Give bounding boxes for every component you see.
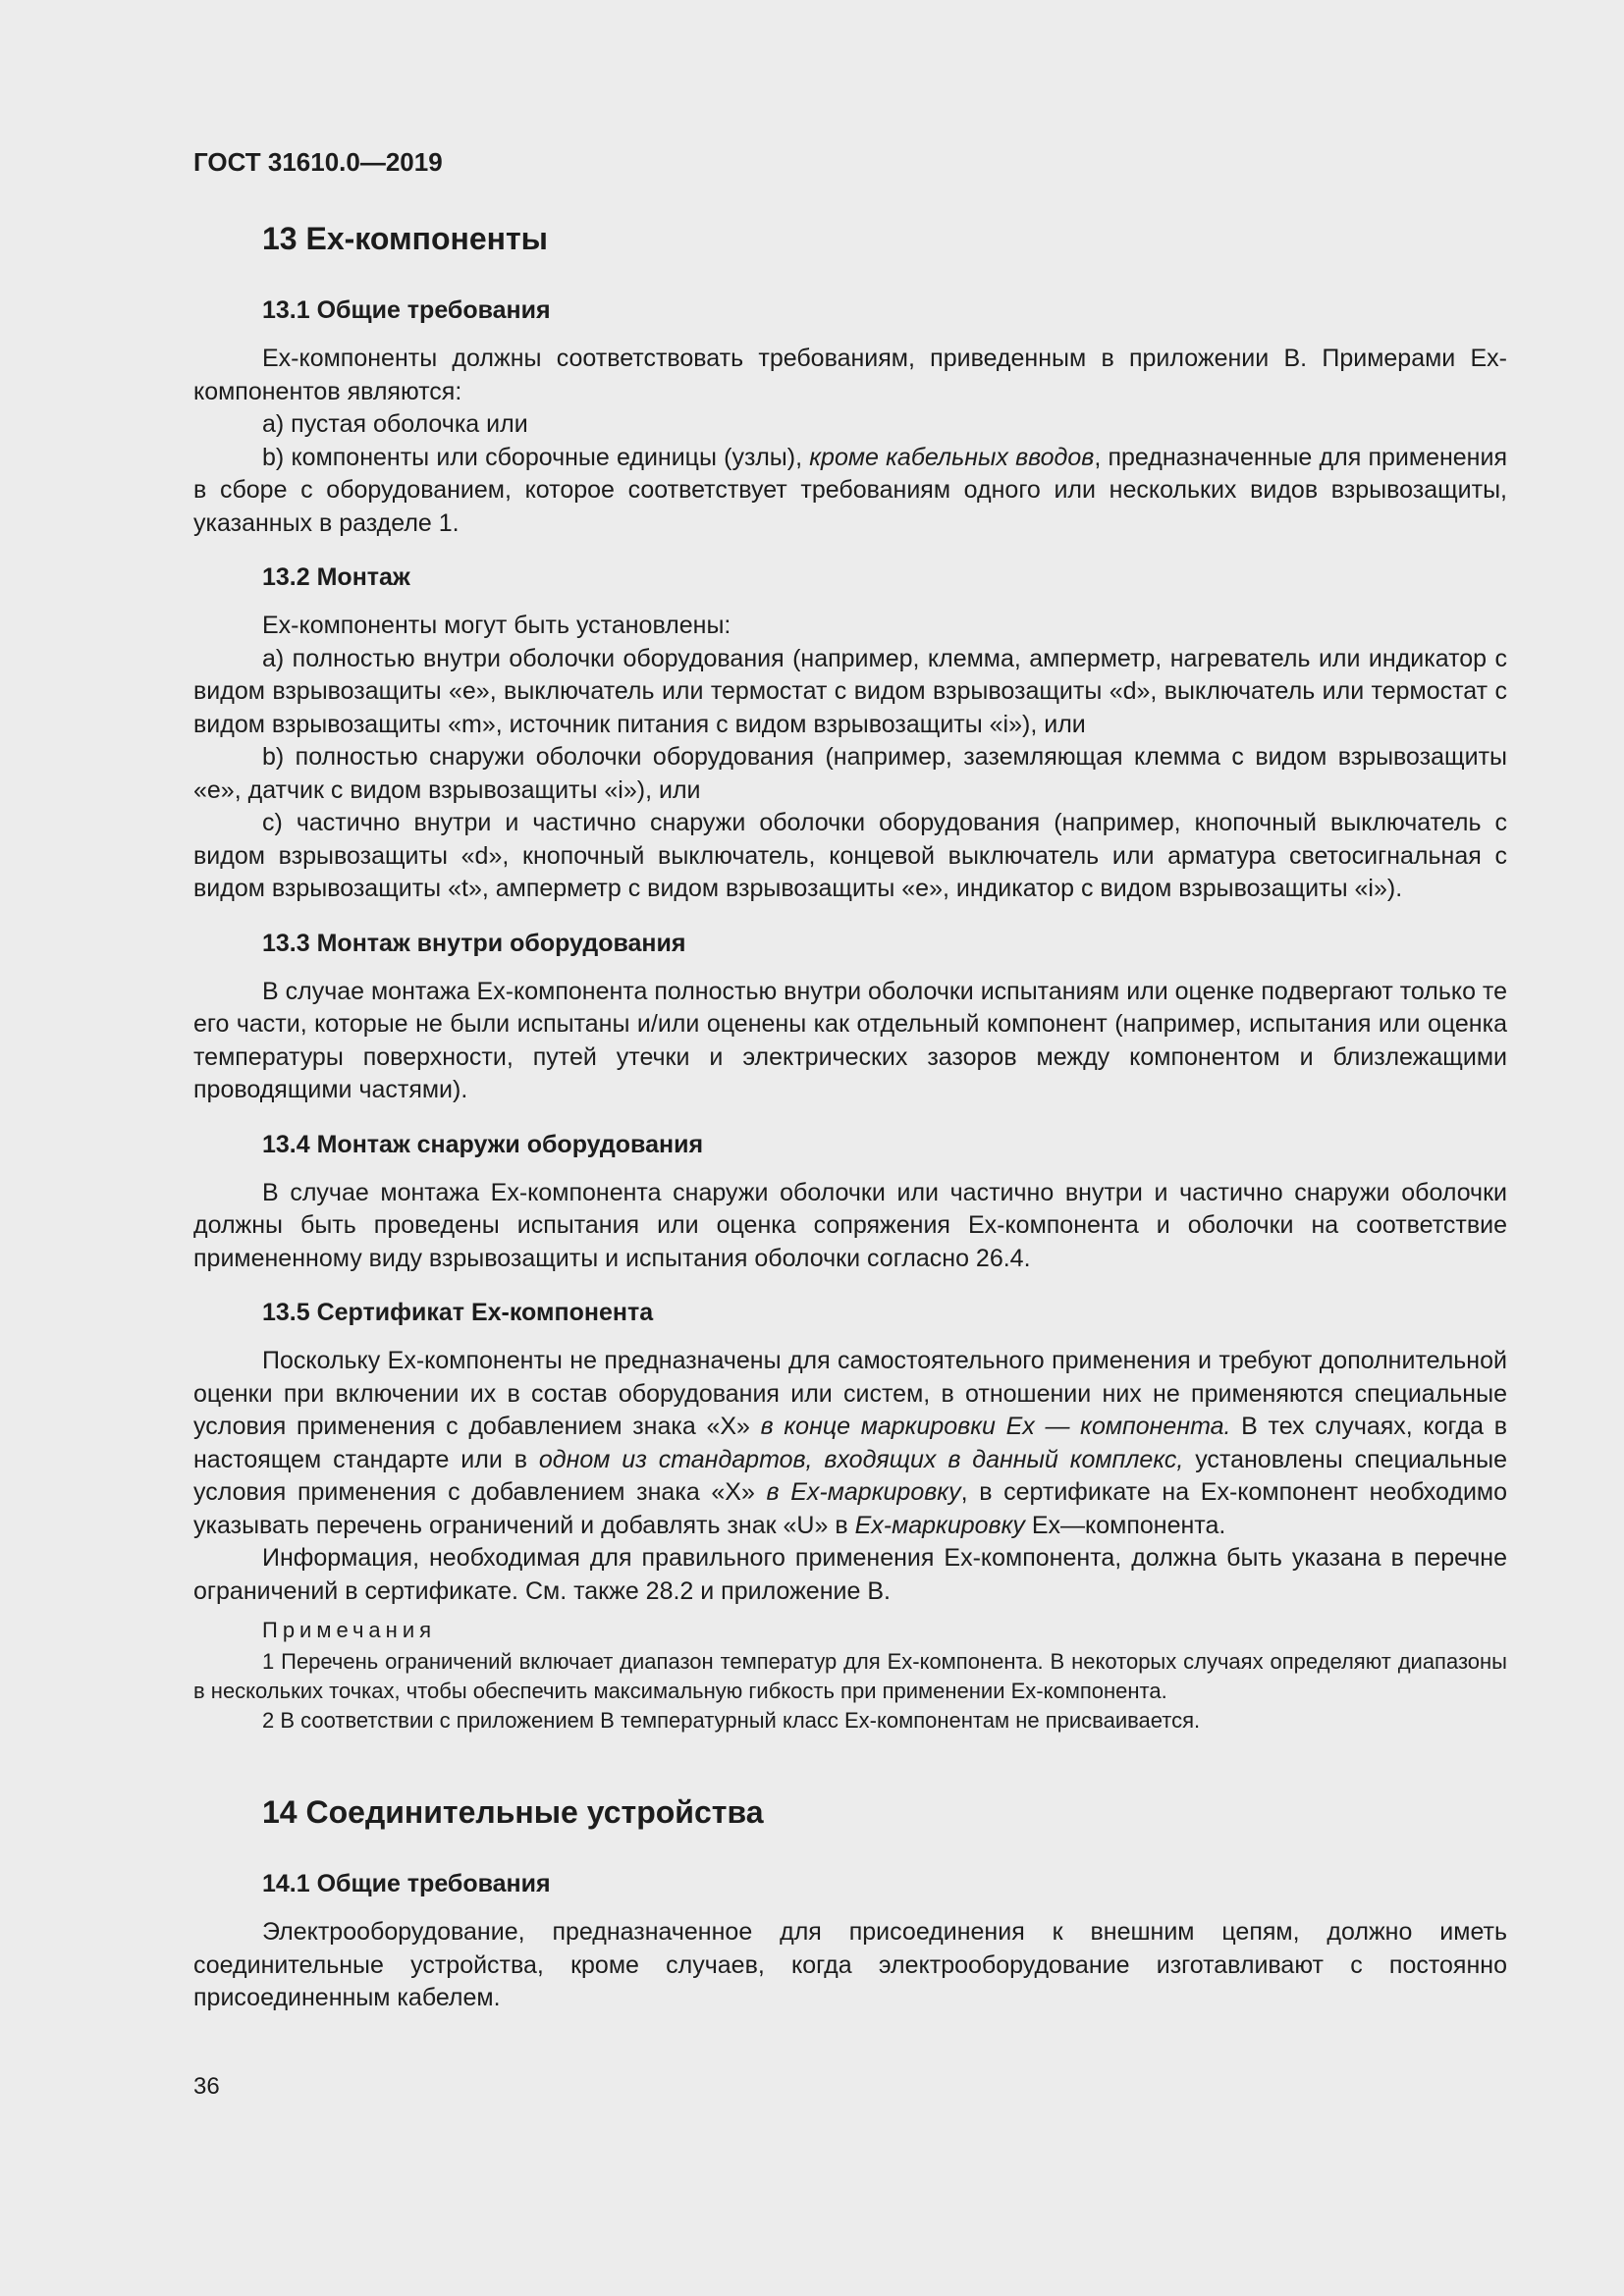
section-14-1-title: 14.1 Общие требования [262, 1870, 551, 1897]
paragraph: В случае монтажа Ex-компонента полностью внутри оболочки испытаниям или оценке подвергают только те его части, которые не были испытаны и/или оценены как отдельный компонент (например, испытания или оценка температуры поверхности, путей утечки и электрических зазоров между компонентом и близлежащими проводящими частями). [193, 977, 1508, 1103]
emphasis-text: одном из стандартов, входящих в данный комплекс, [538, 1445, 1184, 1473]
paragraph: а) пустая оболочка или [262, 410, 528, 438]
section-13-2 [193, 563, 1507, 906]
text-run: Ex—компонента. [1024, 1511, 1226, 1539]
paragraph [193, 1345, 1507, 1542]
section-13-3 [193, 930, 1507, 1107]
text-run: Поскольку Ex-компоненты не предназначены для самостоятельного применения и требуют дополнительной оценки при включении их в состав оборудования или систем, в отношении них не применяются специальные условия применения с добавлением знака «X» [193, 1347, 1507, 1440]
text-run: установлены специальные условия применения с добавлением знака «X» [193, 1445, 1507, 1506]
paragraph: с) частично внутри и частично снаружи оболочки оборудования (например, кнопочный выключатель с видом взрывозащиты «d», кнопочный выключатель, концевой выключатель или арматура светосигнальная с видом взрывозащиты «t», амперметр с видом взрывозащиты «е», индикатор с видом взрывозащиты «i»). [193, 809, 1507, 902]
paragraph: В случае монтажа Ex-компонента снаружи оболочки или частично внутри и частично снаружи оболочки должны быть проведены испытания или оценка сопряжения Ex-компонента и оболочки на соответствие примененному виду взрывозащиты и испытания оболочки согласно 26.4. [193, 1178, 1507, 1272]
document-code: ГОСТ 31610.0—2019 [193, 147, 443, 177]
section-13-3-title: 13.3 Монтаж внутри оборудования [262, 929, 686, 957]
section-13-5 [193, 1299, 1507, 1735]
text-run: , в сертификате на Ex-компонент необходимо указывать перечень ограничений и добавлять знак «U» в [193, 1478, 1508, 1539]
text-run: В тех случаях, когда в настоящем стандарте или в [193, 1413, 1507, 1473]
paragraph: b) полностью снаружи оболочки оборудования (например, заземляющая клемма с видом взрывозащиты «е», датчик с видом взрывозащиты «i»), или [193, 743, 1507, 804]
section-13-4-title: 13.4 Монтаж снаружи оборудования [262, 1130, 704, 1158]
section-14-title: 14 Соединительные устройства [262, 1794, 764, 1830]
page-number: 36 [193, 2073, 220, 2100]
paragraph: а) полностью внутри оболочки оборудования (например, клемма, амперметр, нагреватель или индикатор с видом взрывозащиты «е», выключатель или термостат с видом взрывозащиты «d», выключатель или термостат с видом взрывозащиты «m», источник питания с видом взрывозащиты «i»), или [193, 644, 1507, 738]
emphasis-text: в конце маркировки Ex — компонента. [760, 1413, 1231, 1440]
section-13-1-title: 13.1 Общие требования [262, 296, 551, 324]
paragraph [193, 442, 1507, 541]
notes-title: Примечания [262, 1618, 437, 1642]
emphasis-text: кроме кабельных вводов [809, 443, 1095, 471]
emphasis-text: Ex-маркировку [854, 1511, 1025, 1539]
paragraph: Электрооборудование, предназначенное для присоединения к внешним цепям, должно иметь соединительные устройства, кроме случаев, когда электрооборудование изготавливают с постоянно присоединенным кабелем. [193, 1918, 1507, 2011]
note-1: 1 Перечень ограничений включает диапазон температур для Ex-компонента. В некоторых случаях определяют диапазоны в нескольких точках, чтобы обеспечить максимальную гибкость при применении Ex-компонента. [193, 1649, 1507, 1703]
emphasis-text: в Ex-маркировку [766, 1478, 961, 1506]
text-run: b) компоненты или сборочные единицы (узлы), [262, 443, 810, 471]
section-13-2-title: 13.2 Монтаж [262, 563, 410, 591]
section-14-1 [193, 1870, 1507, 2015]
paragraph: Информация, необходимая для правильного применения Ex-компонента, должна быть указана в перечне ограничений в сертификате. См. также 28.2 и приложение В. [193, 1544, 1507, 1605]
section-13-title: 13 Ex-компоненты [262, 221, 548, 256]
section-13-5-title: 13.5 Сертификат Ex-компонента [262, 1299, 654, 1326]
text-run: , предназначенные для применения в сборе с оборудованием, которое соответствует требованиям одного или нескольких видов взрывозащиты, указанных в разделе 1. [193, 443, 1507, 537]
section-13-4 [193, 1131, 1507, 1276]
paragraph: Ex-компоненты должны соответствовать требованиям, приведенным в приложении В. Примерами Ex-компонентов являются: [193, 345, 1507, 405]
paragraph: Ex-компоненты могут быть установлены: [262, 612, 731, 639]
section-13-1 [193, 296, 1507, 540]
note-2: 2 В соответствии с приложением В температурный класс Ex-компонентам не присваивается. [262, 1708, 1201, 1733]
